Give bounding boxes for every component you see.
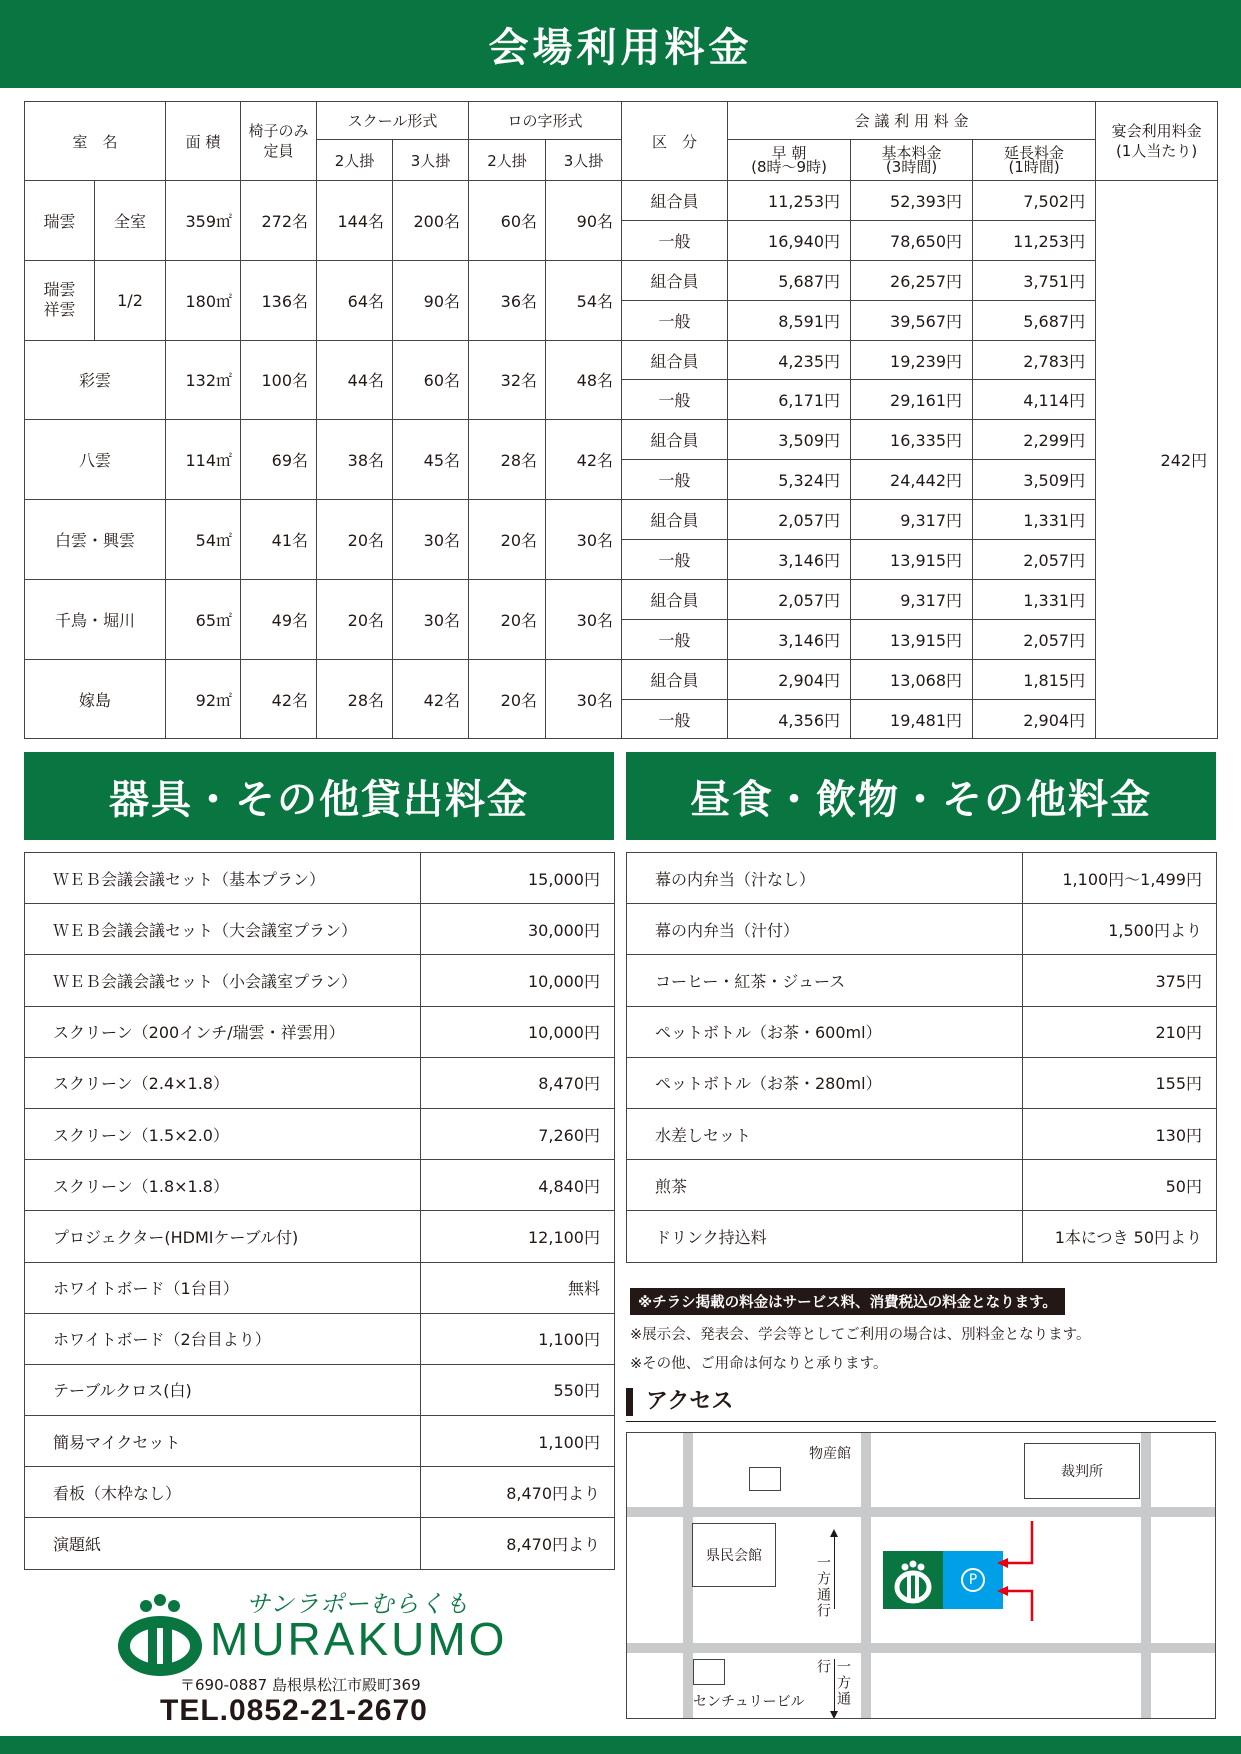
general-basic: 78,650円 <box>851 220 973 260</box>
room-u-2: 20名 <box>469 659 546 739</box>
item-price: 7,260円 <box>421 1108 615 1159</box>
general-basic: 29,161円 <box>851 380 973 420</box>
category-general: 一般 <box>622 220 728 260</box>
list-item <box>627 955 1217 1006</box>
item-price: 8,470円より <box>421 1467 615 1518</box>
room-school-2: 20名 <box>317 500 393 580</box>
item-label: 演題紙 <box>25 1518 421 1569</box>
list-item <box>627 1057 1217 1108</box>
item-label: ペットボトル（お茶・600ml） <box>627 1006 1023 1057</box>
item-label: プロジェクター(HDMIケーブル付) <box>25 1211 421 1262</box>
notes <box>630 1288 1091 1373</box>
item-label: テーブルクロス(白) <box>25 1364 421 1415</box>
category-general: 一般 <box>622 699 728 739</box>
item-price: 8,470円より <box>421 1518 615 1569</box>
member-extension: 3,751円 <box>973 260 1096 300</box>
item-label: ＷＥＢ会議会議セット（小会議室プラン） <box>25 955 421 1006</box>
item-label: 幕の内弁当（汁付） <box>627 904 1023 955</box>
item-price: 無料 <box>421 1262 615 1313</box>
entrance-arrows <box>627 1433 1216 1719</box>
room-school-2: 28名 <box>317 659 393 739</box>
item-price: 10,000円 <box>421 955 615 1006</box>
member-early: 5,687円 <box>728 260 851 300</box>
room-school-2: 38名 <box>317 420 393 500</box>
header-meeting-fee: 会 議 利 用 料 金 <box>728 102 1096 140</box>
venue-fee-table <box>24 101 1218 739</box>
room-chair: 49名 <box>241 579 317 659</box>
general-extension: 3,509円 <box>973 460 1096 500</box>
header-area: 面 積 <box>166 102 241 181</box>
item-price: 1本につき 50円より <box>1023 1211 1217 1262</box>
category-general: 一般 <box>622 380 728 420</box>
access-title: アクセス <box>646 1389 734 1414</box>
room-u-3: 90名 <box>546 181 622 261</box>
category-general: 一般 <box>622 460 728 500</box>
room-chair: 41名 <box>241 500 317 580</box>
room-chair: 42名 <box>241 659 317 739</box>
banquet-fee: 242円 <box>1096 181 1218 739</box>
header-room: 室 名 <box>25 102 166 181</box>
title-banner <box>0 0 1241 88</box>
category-general: 一般 <box>622 540 728 580</box>
parking-icon: P <box>961 1568 985 1592</box>
member-extension: 7,502円 <box>973 181 1096 221</box>
general-basic: 39,567円 <box>851 300 973 340</box>
access-map <box>626 1432 1216 1719</box>
item-price: 1,100円 <box>421 1313 615 1364</box>
member-early: 11,253円 <box>728 181 851 221</box>
list-item <box>627 1160 1217 1211</box>
header-school-2: 2人掛 <box>317 140 393 181</box>
equipment-header <box>24 752 614 840</box>
list-item <box>25 1262 615 1313</box>
category-general: 一般 <box>622 619 728 659</box>
room-sub: 1/2 <box>95 260 166 340</box>
general-early: 8,591円 <box>728 300 851 340</box>
member-early: 4,235円 <box>728 340 851 380</box>
room-u-3: 30名 <box>546 659 622 739</box>
room-area: 114㎡ <box>166 420 241 500</box>
general-early: 3,146円 <box>728 619 851 659</box>
member-early: 3,509円 <box>728 420 851 460</box>
room-u-2: 20名 <box>469 500 546 580</box>
member-extension: 2,299円 <box>973 420 1096 460</box>
category-member: 組合員 <box>622 181 728 221</box>
list-item <box>25 1160 615 1211</box>
item-label: 幕の内弁当（汁なし） <box>627 853 1023 904</box>
room-school-3: 42名 <box>393 659 469 739</box>
list-item <box>25 1518 615 1569</box>
room-school-2: 44名 <box>317 340 393 420</box>
list-item <box>25 1108 615 1159</box>
list-item <box>627 904 1217 955</box>
room-school-3: 30名 <box>393 500 469 580</box>
room-u-3: 30名 <box>546 500 622 580</box>
item-price: 550円 <box>421 1364 615 1415</box>
item-price: 12,100円 <box>421 1211 615 1262</box>
table-row <box>25 579 1218 619</box>
bottom-bar <box>0 1736 1241 1754</box>
general-extension: 4,114円 <box>973 380 1096 420</box>
item-label: ホワイトボード（2台目より） <box>25 1313 421 1364</box>
room-u-3: 54名 <box>546 260 622 340</box>
item-price: 15,000円 <box>421 853 615 904</box>
general-early: 16,940円 <box>728 220 851 260</box>
room-u-3: 48名 <box>546 340 622 420</box>
general-basic: 13,915円 <box>851 540 973 580</box>
bussankan-label: 物産館 <box>809 1446 851 1462</box>
item-label: スクリーン（1.8×1.8） <box>25 1160 421 1211</box>
item-price: 1,500円より <box>1023 904 1217 955</box>
table-row <box>25 420 1218 460</box>
item-label: ホワイトボード（1台目） <box>25 1262 421 1313</box>
room-name: 瑞雲 祥雲 <box>25 260 95 340</box>
table-row <box>25 340 1218 380</box>
item-label: 簡易マイクセット <box>25 1416 421 1467</box>
item-label: 煎茶 <box>627 1160 1023 1211</box>
list-item <box>627 853 1217 904</box>
header-category: 区 分 <box>622 102 728 181</box>
item-label: 看板（木枠なし） <box>25 1467 421 1518</box>
room-name: 八雲 <box>25 420 166 500</box>
list-item <box>25 1467 615 1518</box>
item-price: 50円 <box>1023 1160 1217 1211</box>
room-school-3: 30名 <box>393 579 469 659</box>
general-early: 5,324円 <box>728 460 851 500</box>
item-label: ＷＥＢ会議会議セット（大会議室プラン） <box>25 904 421 955</box>
member-extension: 1,331円 <box>973 500 1096 540</box>
header-u-2: 2人掛 <box>469 140 546 181</box>
item-label: コーヒー・紅茶・ジュース <box>627 955 1023 1006</box>
item-label: スクリーン（200インチ/瑞雲・祥雲用） <box>25 1006 421 1057</box>
room-chair: 69名 <box>241 420 317 500</box>
member-basic: 19,239円 <box>851 340 973 380</box>
room-name: 白雲・興雲 <box>25 500 166 580</box>
table-row <box>25 500 1218 540</box>
room-area: 54㎡ <box>166 500 241 580</box>
header-basic: 基本料金 (3時間) <box>851 140 973 181</box>
header-banquet: 宴会利用料金 (1人当たり) <box>1096 102 1218 181</box>
century-label: センチュリービル <box>693 1694 805 1710</box>
note-highlight: ※チラシ掲載の料金はサービス料、消費税込の料金となります。 <box>630 1288 1065 1315</box>
page-title: 会場利用料金 <box>488 24 753 71</box>
list-item <box>25 955 615 1006</box>
note-line-2: ※その他、ご用命は何なりと承ります。 <box>630 1356 888 1372</box>
member-early: 2,057円 <box>728 579 851 619</box>
item-price: 130円 <box>1023 1108 1217 1159</box>
category-member: 組合員 <box>622 659 728 699</box>
room-area: 65㎡ <box>166 579 241 659</box>
telephone: TEL.0852-21-2670 <box>160 1694 428 1727</box>
room-name: 千鳥・堀川 <box>25 579 166 659</box>
item-price: 210円 <box>1023 1006 1217 1057</box>
oneway-label-1: 一方通行 <box>815 1555 831 1619</box>
room-area: 92㎡ <box>166 659 241 739</box>
general-extension: 11,253円 <box>973 220 1096 260</box>
item-label: スクリーン（1.5×2.0） <box>25 1108 421 1159</box>
room-school-2: 20名 <box>317 579 393 659</box>
table-row <box>25 260 1218 300</box>
room-school-2: 144名 <box>317 181 393 261</box>
room-u-3: 42名 <box>546 420 622 500</box>
list-item <box>25 1364 615 1415</box>
court-building: 裁判所 <box>1024 1443 1140 1499</box>
list-item <box>627 1006 1217 1057</box>
list-item <box>25 1057 615 1108</box>
table-row <box>25 181 1218 221</box>
room-u-2: 32名 <box>469 340 546 420</box>
header-school: スクール形式 <box>317 102 469 140</box>
room-area: 359㎡ <box>166 181 241 261</box>
member-extension: 2,783円 <box>973 340 1096 380</box>
general-extension: 2,057円 <box>973 540 1096 580</box>
list-item <box>25 1416 615 1467</box>
equipment-table <box>24 852 615 1570</box>
room-sub: 全室 <box>95 181 166 261</box>
room-u-2: 60名 <box>469 181 546 261</box>
list-item <box>627 1108 1217 1159</box>
room-chair: 272名 <box>241 181 317 261</box>
room-school-2: 64名 <box>317 260 393 340</box>
item-label: ドリンク持込料 <box>627 1211 1023 1262</box>
item-price: 30,000円 <box>421 904 615 955</box>
category-member: 組合員 <box>622 260 728 300</box>
member-basic: 9,317円 <box>851 579 973 619</box>
table-row <box>25 659 1218 699</box>
general-extension: 2,057円 <box>973 619 1096 659</box>
member-basic: 9,317円 <box>851 500 973 540</box>
general-early: 3,146円 <box>728 540 851 580</box>
item-price: 4,840円 <box>421 1160 615 1211</box>
header-chair: 椅子のみ定員 <box>241 102 317 181</box>
list-item <box>25 1006 615 1057</box>
item-price: 375円 <box>1023 955 1217 1006</box>
list-item <box>25 1211 615 1262</box>
member-basic: 52,393円 <box>851 181 973 221</box>
category-member: 組合員 <box>622 500 728 540</box>
member-extension: 1,815円 <box>973 659 1096 699</box>
list-item <box>25 853 615 904</box>
item-label: スクリーン（2.4×1.8） <box>25 1057 421 1108</box>
room-school-3: 200名 <box>393 181 469 261</box>
member-basic: 16,335円 <box>851 420 973 460</box>
heading-bar <box>626 1388 633 1416</box>
kenmin-kaikan-building: 県民会館 <box>692 1523 776 1587</box>
item-price: 10,000円 <box>421 1006 615 1057</box>
header-u-shape: ロの字形式 <box>469 102 622 140</box>
note-line-1: ※展示会、発表会、学会等としてご利用の場合は、別料金となります。 <box>630 1327 1091 1343</box>
general-early: 6,171円 <box>728 380 851 420</box>
header-school-3: 3人掛 <box>393 140 469 181</box>
member-early: 2,904円 <box>728 659 851 699</box>
header-extension: 延長料金 (1時間) <box>973 140 1096 181</box>
member-basic: 13,068円 <box>851 659 973 699</box>
general-basic: 19,481円 <box>851 699 973 739</box>
room-chair: 136名 <box>241 260 317 340</box>
member-early: 2,057円 <box>728 500 851 540</box>
oneway-label-2: 一方通行 <box>815 1659 851 1707</box>
general-extension: 5,687円 <box>973 300 1096 340</box>
list-item <box>25 904 615 955</box>
category-member: 組合員 <box>622 579 728 619</box>
food-header <box>626 752 1216 840</box>
category-general: 一般 <box>622 300 728 340</box>
header-early: 早 朝 (8時～9時) <box>728 140 851 181</box>
item-price: 1,100円 <box>421 1416 615 1467</box>
general-extension: 2,904円 <box>973 699 1096 739</box>
item-price: 155円 <box>1023 1057 1217 1108</box>
item-price: 8,470円 <box>421 1057 615 1108</box>
room-u-2: 36名 <box>469 260 546 340</box>
food-table <box>626 852 1217 1263</box>
logo-kana: サンラポーむらくも <box>246 1590 470 1618</box>
item-price: 1,100円～1,499円 <box>1023 853 1217 904</box>
room-u-2: 20名 <box>469 579 546 659</box>
room-chair: 100名 <box>241 340 317 420</box>
room-school-3: 45名 <box>393 420 469 500</box>
item-label: ペットボトル（お茶・280ml） <box>627 1057 1023 1108</box>
category-member: 組合員 <box>622 340 728 380</box>
logo-name: MURAKUMO <box>210 1613 508 1665</box>
room-u-3: 30名 <box>546 579 622 659</box>
room-area: 180㎡ <box>166 260 241 340</box>
access-heading <box>626 1386 1216 1422</box>
food-title: 昼食・飲物・その他料金 <box>690 776 1152 823</box>
list-item <box>627 1211 1217 1262</box>
room-school-3: 90名 <box>393 260 469 340</box>
room-name: 嫁島 <box>25 659 166 739</box>
general-early: 4,356円 <box>728 699 851 739</box>
item-label: ＷＥＢ会議会議セット（基本プラン） <box>25 853 421 904</box>
header-u-3: 3人掛 <box>546 140 622 181</box>
room-school-3: 60名 <box>393 340 469 420</box>
room-area: 132㎡ <box>166 340 241 420</box>
member-extension: 1,331円 <box>973 579 1096 619</box>
room-name: 瑞雲 <box>25 181 95 261</box>
category-member: 組合員 <box>622 420 728 460</box>
murakumo-emblem-icon <box>118 1594 202 1678</box>
room-u-2: 28名 <box>469 420 546 500</box>
equipment-title: 器具・その他貸出料金 <box>109 776 529 823</box>
general-basic: 24,442円 <box>851 460 973 500</box>
item-label: 水差しセット <box>627 1108 1023 1159</box>
member-basic: 26,257円 <box>851 260 973 300</box>
room-name: 彩雲 <box>25 340 166 420</box>
address: 〒690-0887 島根県松江市殿町369 <box>180 1676 421 1694</box>
general-basic: 13,915円 <box>851 619 973 659</box>
list-item <box>25 1313 615 1364</box>
